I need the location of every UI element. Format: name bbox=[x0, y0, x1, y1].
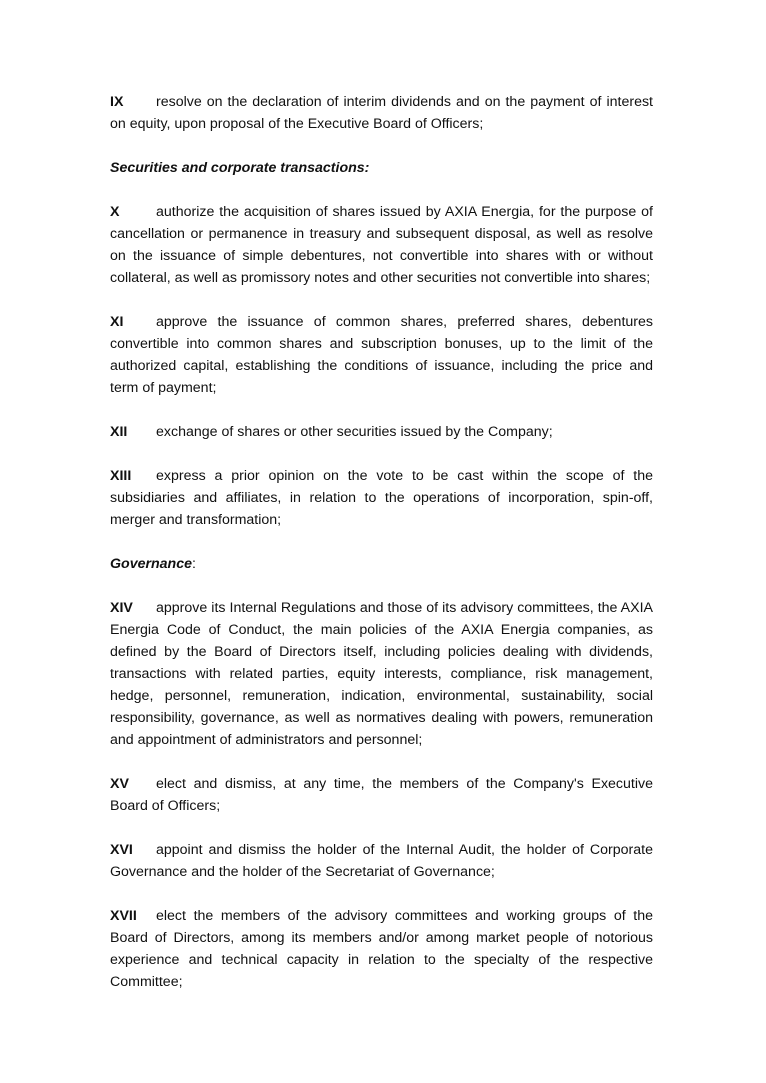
clause-numeral: XIV bbox=[110, 600, 133, 616]
clause-numeral: XIII bbox=[110, 468, 132, 484]
section-heading-governance bbox=[110, 553, 653, 575]
section-heading-securities bbox=[110, 157, 653, 179]
clause-text: approve the issuance of common shares, preferred shares, debentures convertible into common shares and subscription bonuses, up to the limit of the authorized capital, establishing the conditions of issuance, including the price and term of payment; bbox=[110, 314, 653, 396]
clause-text: resolve on the declaration of interim dividends and on the payment of interest on equity, upon proposal of the Executive Board of Officers; bbox=[110, 94, 653, 132]
clause-text: appoint and dismiss the holder of the Internal Audit, the holder of Corporate Governance and the holder of the Secretariat of Governance; bbox=[110, 842, 653, 880]
clause-xvi bbox=[110, 839, 653, 883]
clause-xi bbox=[110, 311, 653, 399]
clause-text: exchange of shares or other securities issued by the Company; bbox=[156, 424, 553, 440]
clause-xiii bbox=[110, 465, 653, 531]
clause-numeral: X bbox=[110, 204, 120, 220]
clause-numeral: XVII bbox=[110, 908, 137, 924]
clause-text: express a prior opinion on the vote to be cast within the scope of the subsidiaries and affiliates, in relation to the operations of incorporation, spin-off, merger and transformation; bbox=[110, 468, 653, 528]
clause-x bbox=[110, 201, 653, 289]
section-heading-text: Governance bbox=[110, 556, 193, 572]
clause-numeral: XI bbox=[110, 314, 124, 330]
clause-text: authorize the acquisition of shares issued by AXIA Energia, for the purpose of cancellation or permanence in treasury and subsequent disposal, as well as resolve on the issuance of simple debentures, not convertible into shares with or without collateral, as well as promissory notes and other securities not convertible into shares; bbox=[110, 204, 653, 286]
clause-numeral: XV bbox=[110, 776, 129, 792]
clause-text: elect and dismiss, at any time, the members of the Company's Executive Board of Officers; bbox=[110, 776, 653, 814]
clause-xv bbox=[110, 773, 653, 817]
clause-ix bbox=[110, 91, 653, 135]
section-heading-text: Securities and corporate transactions: bbox=[110, 160, 370, 176]
clause-xvii bbox=[110, 905, 653, 993]
clause-text: elect the members of the advisory committees and working groups of the Board of Directors, among its members and/or among market people of notorious experience and technical capacity in relation to the specialty of the respective Committee; bbox=[110, 908, 653, 990]
clause-numeral: IX bbox=[110, 94, 124, 110]
section-heading-colon: : bbox=[192, 556, 196, 572]
document-page bbox=[110, 91, 653, 1015]
clause-text: approve its Internal Regulations and those of its advisory committees, the AXIA Energia Code of Conduct, the main policies of the AXIA Energia companies, as defined by the Board of Directors itself, including policies dealing with dividends, transactions with related parties, equity interests, compliance, risk management, hedge, personnel, remuneration, indication, environmental, sustainability, social responsibility, governance, as well as normatives dealing with powers, remuneration and appointment of administrators and personnel; bbox=[110, 600, 653, 748]
clause-numeral: XVI bbox=[110, 842, 133, 858]
clause-xii bbox=[110, 421, 653, 443]
clause-numeral: XII bbox=[110, 424, 128, 440]
clause-xiv bbox=[110, 597, 653, 751]
